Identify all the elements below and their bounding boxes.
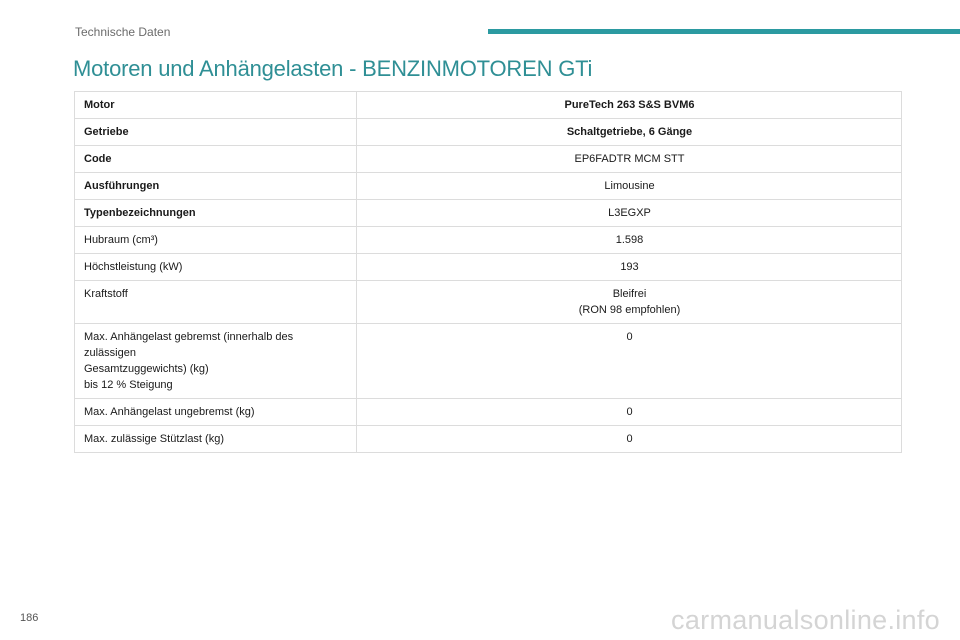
row-value-kraftstoff: Bleifrei (RON 98 empfohlen) xyxy=(357,281,902,324)
table-row xyxy=(75,200,902,227)
section-label: Technische Daten xyxy=(75,25,171,39)
row-label-code: Code xyxy=(75,146,357,173)
spec-table xyxy=(74,91,902,453)
row-value-stuetzlast: 0 xyxy=(357,426,902,453)
table-row xyxy=(75,399,902,426)
row-value-code: EP6FADTR MCM STT xyxy=(357,146,902,173)
row-label-typenbezeichnungen: Typenbezeichnungen xyxy=(75,200,357,227)
row-value-typenbezeichnungen: L3EGXP xyxy=(357,200,902,227)
row-value-motor: PureTech 263 S&S BVM6 xyxy=(357,92,902,119)
table-row xyxy=(75,254,902,281)
row-label-motor: Motor xyxy=(75,92,357,119)
table-row xyxy=(75,119,902,146)
row-label-getriebe: Getriebe xyxy=(75,119,357,146)
row-value-hoechstleistung: 193 xyxy=(357,254,902,281)
table-row xyxy=(75,173,902,200)
table-row xyxy=(75,92,902,119)
accent-bar xyxy=(488,29,960,34)
row-label-anhaengelast-ungebremst: Max. Anhängelast ungebremst (kg) xyxy=(75,399,357,426)
table-row xyxy=(75,281,902,324)
row-label-stuetzlast: Max. zulässige Stützlast (kg) xyxy=(75,426,357,453)
watermark: carmanualsonline.info xyxy=(671,605,940,635)
table-row xyxy=(75,426,902,453)
row-value-hubraum: 1.598 xyxy=(357,227,902,254)
row-value-getriebe: Schaltgetriebe, 6 Gänge xyxy=(357,119,902,146)
page-number: 186 xyxy=(20,612,39,624)
page-title: Motoren und Anhängelasten - BENZINMOTOREN GTi xyxy=(73,56,593,81)
row-label-kraftstoff: Kraftstoff xyxy=(75,281,357,324)
row-value-anhaengelast-gebremst: 0 xyxy=(357,324,902,399)
row-label-anhaengelast-gebremst: Max. Anhängelast gebremst (innerhalb des zulässigen Gesamtzuggewichts) (kg) bis 12 % Steigung xyxy=(75,324,357,399)
row-value-anhaengelast-ungebremst: 0 xyxy=(357,399,902,426)
table-row xyxy=(75,324,902,399)
row-label-hoechstleistung: Höchstleistung (kW) xyxy=(75,254,357,281)
table-row xyxy=(75,146,902,173)
table-row xyxy=(75,227,902,254)
row-value-ausfuehrungen: Limousine xyxy=(357,173,902,200)
row-label-hubraum: Hubraum (cm³) xyxy=(75,227,357,254)
row-label-ausfuehrungen: Ausführungen xyxy=(75,173,357,200)
